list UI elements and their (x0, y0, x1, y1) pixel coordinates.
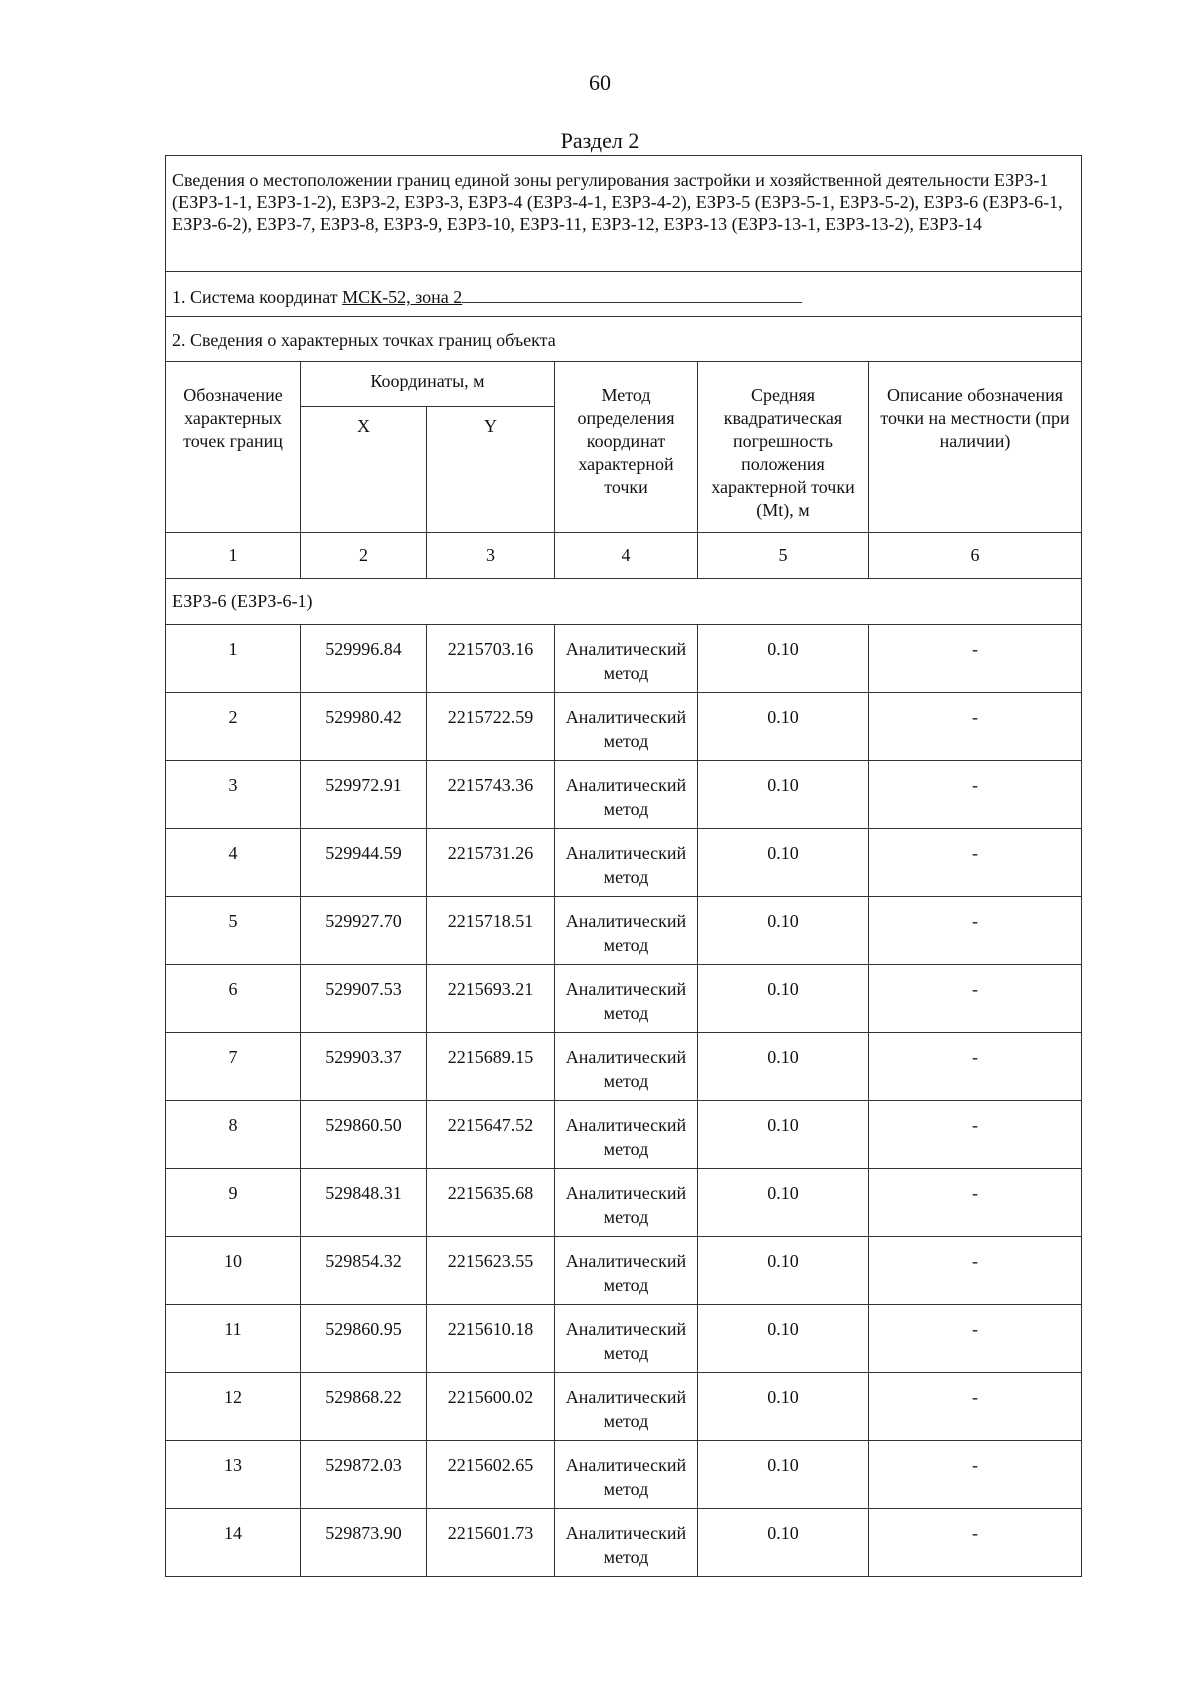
mt-value: 0.10 (698, 829, 869, 897)
column-numbers-row (166, 533, 1082, 579)
coord-y: 2215610.18 (427, 1305, 555, 1373)
point-number: 1 (166, 625, 301, 693)
coord-y: 2215731.26 (427, 829, 555, 897)
column-number: 2 (301, 533, 427, 579)
point-number: 8 (166, 1101, 301, 1169)
table-row (166, 1101, 1082, 1169)
mt-value: 0.10 (698, 761, 869, 829)
method: Аналитический метод (555, 829, 698, 897)
coord-system-line (166, 272, 1082, 317)
method: Аналитический метод (555, 1169, 698, 1237)
mt-value: 0.10 (698, 625, 869, 693)
coord-x: 529907.53 (301, 965, 427, 1033)
header-y: Y (427, 407, 555, 533)
coord-system-value: МСК-52, зона 2 (342, 287, 463, 307)
method: Аналитический метод (555, 1305, 698, 1373)
method: Аналитический метод (555, 761, 698, 829)
coord-x: 529927.70 (301, 897, 427, 965)
method: Аналитический метод (555, 965, 698, 1033)
method: Аналитический метод (555, 1033, 698, 1101)
point-number: 11 (166, 1305, 301, 1373)
coord-y: 2215703.16 (427, 625, 555, 693)
point-description: - (869, 1509, 1082, 1577)
coord-y: 2215693.21 (427, 965, 555, 1033)
coord-x: 529980.42 (301, 693, 427, 761)
method: Аналитический метод (555, 1441, 698, 1509)
header-coordinates: Координаты, м (301, 362, 555, 407)
point-number: 10 (166, 1237, 301, 1305)
mt-value: 0.10 (698, 1101, 869, 1169)
fill-line (462, 284, 802, 303)
coord-system-prefix: 1. Система координат (172, 287, 343, 307)
coord-x: 529996.84 (301, 625, 427, 693)
column-number: 5 (698, 533, 869, 579)
point-description: - (869, 761, 1082, 829)
table-row (166, 897, 1082, 965)
points-heading: 2. Сведения о характерных точках границ объекта (166, 317, 1082, 362)
point-number: 3 (166, 761, 301, 829)
method: Аналитический метод (555, 1373, 698, 1441)
method: Аналитический метод (555, 1237, 698, 1305)
coord-x: 529868.22 (301, 1373, 427, 1441)
coord-x: 529848.31 (301, 1169, 427, 1237)
point-description: - (869, 1237, 1082, 1305)
point-number: 12 (166, 1373, 301, 1441)
mt-value: 0.10 (698, 1373, 869, 1441)
coord-y: 2215722.59 (427, 693, 555, 761)
header-error: Средняя квадратическая погрешность положения характерной точки (Mt), м (698, 362, 869, 533)
column-number: 3 (427, 533, 555, 579)
coord-y: 2215601.73 (427, 1509, 555, 1577)
method: Аналитический метод (555, 1509, 698, 1577)
method: Аналитический метод (555, 1101, 698, 1169)
mt-value: 0.10 (698, 693, 869, 761)
point-number: 9 (166, 1169, 301, 1237)
mt-value: 0.10 (698, 1033, 869, 1101)
point-description: - (869, 625, 1082, 693)
point-description: - (869, 1373, 1082, 1441)
coord-x: 529860.50 (301, 1101, 427, 1169)
point-description: - (869, 965, 1082, 1033)
point-number: 2 (166, 693, 301, 761)
table-row (166, 1237, 1082, 1305)
coord-x: 529903.37 (301, 1033, 427, 1101)
header-x: X (301, 407, 427, 533)
header-method: Метод определения координат характерной точки (555, 362, 698, 533)
coord-x: 529854.32 (301, 1237, 427, 1305)
point-description: - (869, 1169, 1082, 1237)
table-row (166, 761, 1082, 829)
point-description: - (869, 1441, 1082, 1509)
point-number: 7 (166, 1033, 301, 1101)
point-description: - (869, 1033, 1082, 1101)
table-row (166, 693, 1082, 761)
table-row (166, 1169, 1082, 1237)
coord-x: 529972.91 (301, 761, 427, 829)
mt-value: 0.10 (698, 1305, 869, 1373)
coord-y: 2215647.52 (427, 1101, 555, 1169)
method: Аналитический метод (555, 897, 698, 965)
point-description: - (869, 897, 1082, 965)
boundary-table (165, 155, 1082, 1577)
column-number: 1 (166, 533, 301, 579)
table-row (166, 1441, 1082, 1509)
point-number: 4 (166, 829, 301, 897)
coord-x: 529860.95 (301, 1305, 427, 1373)
point-number: 6 (166, 965, 301, 1033)
mt-value: 0.10 (698, 897, 869, 965)
section-title: Раздел 2 (560, 128, 640, 153)
zone-description: Сведения о местоположении границ единой зоны регулирования застройки и хозяйственной деятельности ЕЗРЗ-1 (ЕЗРЗ-1-1, ЕЗРЗ-1-2), ЕЗРЗ-2, ЕЗРЗ-3, ЕЗРЗ-4 (ЕЗРЗ-4-1, ЕЗРЗ-4-2), ЕЗРЗ-5 (ЕЗРЗ-5-1, ЕЗРЗ-5-2), ЕЗРЗ-6 (ЕЗРЗ-6-1, ЕЗРЗ-6-2), ЕЗРЗ-7, ЕЗРЗ-8, ЕЗРЗ-9, ЕЗРЗ-10, ЕЗРЗ-11, ЕЗРЗ-12, ЕЗРЗ-13 (ЕЗРЗ-13-1, ЕЗРЗ-13-2), ЕЗРЗ-14 (166, 156, 1082, 272)
header-description: Описание обозначения точки на местности (при наличии) (869, 362, 1082, 533)
coord-y: 2215718.51 (427, 897, 555, 965)
coord-y: 2215743.36 (427, 761, 555, 829)
mt-value: 0.10 (698, 1169, 869, 1237)
table-row (166, 1033, 1082, 1101)
point-description: - (869, 1305, 1082, 1373)
table-row (166, 829, 1082, 897)
table-row (166, 1305, 1082, 1373)
table-row (166, 625, 1082, 693)
coord-y: 2215623.55 (427, 1237, 555, 1305)
coord-y: 2215635.68 (427, 1169, 555, 1237)
mt-value: 0.10 (698, 1441, 869, 1509)
method: Аналитический метод (555, 693, 698, 761)
point-description: - (869, 1101, 1082, 1169)
table-row (166, 1373, 1082, 1441)
coord-y: 2215600.02 (427, 1373, 555, 1441)
mt-value: 0.10 (698, 1509, 869, 1577)
coord-x: 529944.59 (301, 829, 427, 897)
point-description: - (869, 693, 1082, 761)
coord-y: 2215602.65 (427, 1441, 555, 1509)
coord-y: 2215689.15 (427, 1033, 555, 1101)
page-number: 60 (589, 70, 611, 95)
coord-x: 529873.90 (301, 1509, 427, 1577)
point-number: 13 (166, 1441, 301, 1509)
point-description: - (869, 829, 1082, 897)
table-row (166, 1509, 1082, 1577)
method: Аналитический метод (555, 625, 698, 693)
group-label: ЕЗРЗ-6 (ЕЗРЗ-6-1) (166, 579, 1082, 625)
mt-value: 0.10 (698, 1237, 869, 1305)
coord-x: 529872.03 (301, 1441, 427, 1509)
column-number: 4 (555, 533, 698, 579)
column-number: 6 (869, 533, 1082, 579)
header-designation: Обозначение характерных точек границ (166, 362, 301, 533)
point-number: 14 (166, 1509, 301, 1577)
point-number: 5 (166, 897, 301, 965)
table-row (166, 965, 1082, 1033)
mt-value: 0.10 (698, 965, 869, 1033)
